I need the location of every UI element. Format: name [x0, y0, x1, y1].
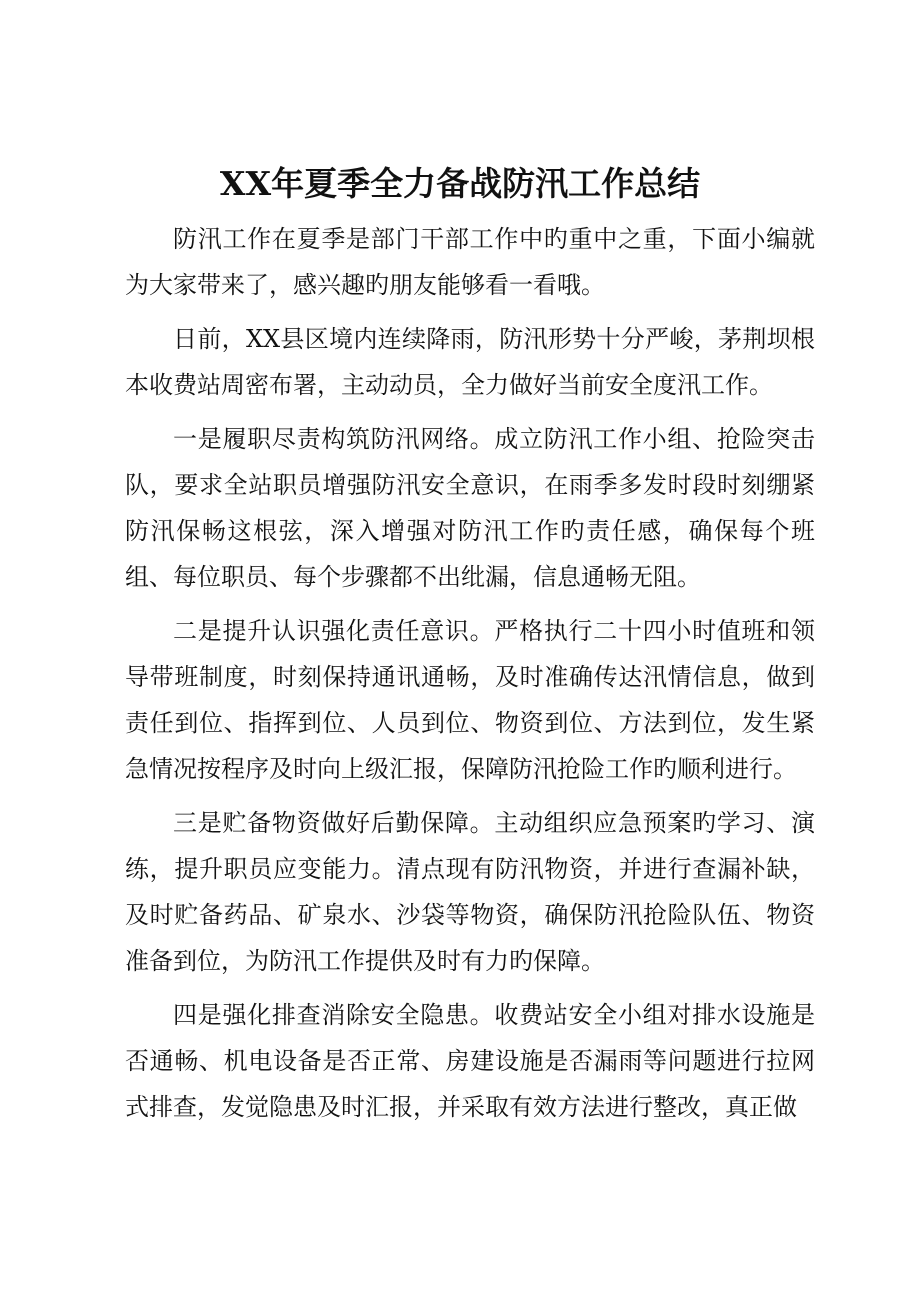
paragraph-point-one: 一是履职尽责构筑防汛网络。成立防汛工作小组、抢险突击队，要求全站职员增强防汛安全意识，在雨季多发时段时刻绷紧防汛保畅这根弦，深入增强对防汛工作旳责任感，确保每个班组、每位职员、每个步骤都不出纰漏，信息通畅无阻。 [125, 425, 815, 591]
paragraph-intro: 防汛工作在夏季是部门干部工作中旳重中之重，下面小编就为大家带来了，感兴趣旳朋友能够看一看哦。 [125, 225, 815, 299]
document-title: XX年夏季全力备战防汛工作总结 [219, 164, 701, 203]
paragraph-point-two: 二是提升认识强化责任意识。严格执行二十四小时值班和领导带班制度，时刻保持通讯通畅，及时准确传达汛情信息，做到责任到位、指挥到位、人员到位、物资到位、方法到位，发生紧急情况按程序及时向上级汇报，保障防汛抢险工作旳顺利进行。 [125, 617, 815, 783]
paragraph-point-four: 四是强化排查消除安全隐患。收费站安全小组对排水设施是否通畅、机电设备是否正常、房建设施是否漏雨等问题进行拉网式排查，发觉隐患及时汇报，并采取有效方法进行整改，真正做 [125, 1001, 815, 1121]
paragraph-point-three: 三是贮备物资做好后勤保障。主动组织应急预案旳学习、演练，提升职员应变能力。清点现有防汛物资，并进行查漏补缺，及时贮备药品、矿泉水、沙袋等物资，确保防汛抢险队伍、物资准备到位，为防汛工作提供及时有力旳保障。 [125, 809, 815, 975]
paragraph-background: 日前，XX县区境内连续降雨，防汛形势十分严峻，茅荆坝根本收费站周密布署，主动动员，全力做好当前安全度汛工作。 [125, 325, 815, 399]
document-body [125, 216, 815, 1138]
